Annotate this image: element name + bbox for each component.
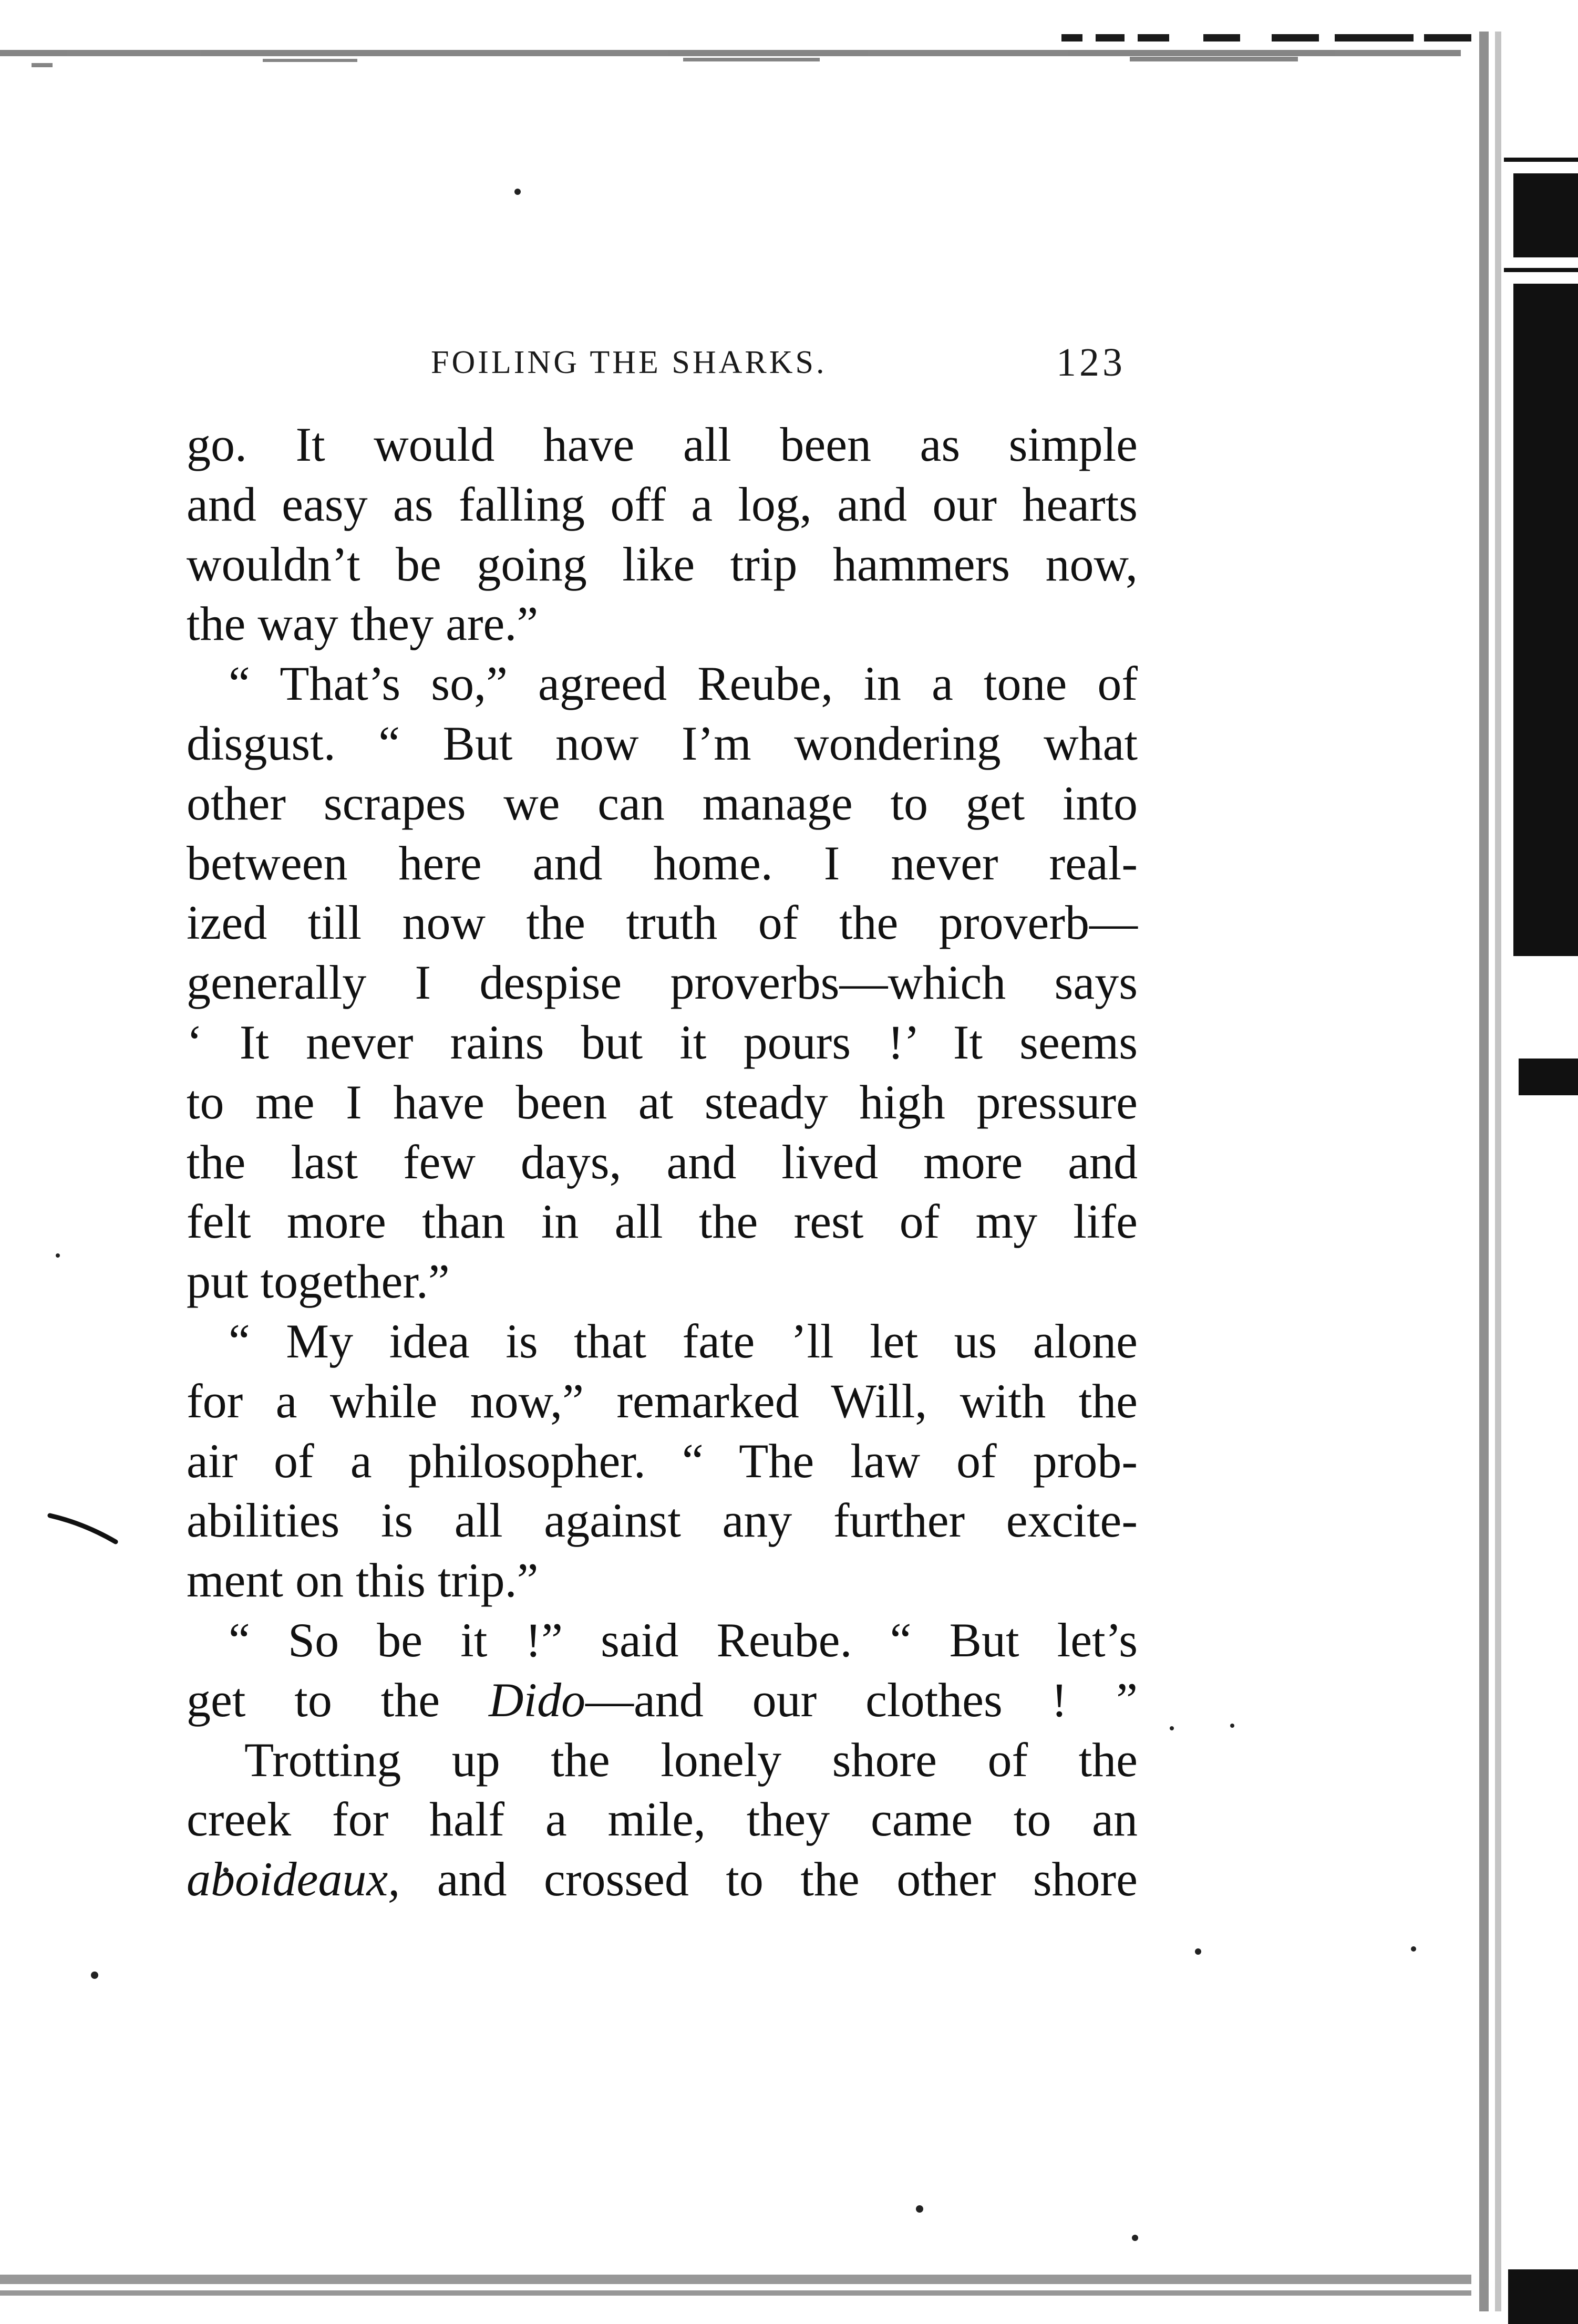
right-edge-binding bbox=[1479, 32, 1578, 2324]
text-line: to me I have been at steady high pressure bbox=[187, 1075, 1138, 1129]
italic-term: aboideaux, bbox=[187, 1852, 400, 1906]
running-title: FOILING THE SHARKS. bbox=[431, 345, 827, 380]
text-line: creek for half a mile, they came to an bbox=[187, 1792, 1138, 1846]
bottom-edge-noise bbox=[0, 2275, 1471, 2296]
italic-ship-name: Dido bbox=[488, 1673, 585, 1727]
text-span: get to the bbox=[187, 1673, 489, 1727]
text-line: “ That’s so,” agreed Reube, in a tone of bbox=[229, 657, 1138, 711]
text-line: ‘ It never rains but it pours !’ It seems bbox=[187, 1015, 1138, 1069]
text-line bbox=[187, 1850, 1138, 1910]
text-line: abilities is all against any further excite- bbox=[187, 1493, 1138, 1548]
text-line: Trotting up the lonely shore of the bbox=[244, 1732, 1138, 1787]
text-line: disgust. “ But now I’m wondering what bbox=[187, 716, 1138, 770]
text-line: the last few days, and lived more and bbox=[187, 1135, 1138, 1189]
body-text bbox=[187, 415, 1138, 1910]
text-line: felt more than in all the rest of my life bbox=[187, 1195, 1138, 1249]
text-line: other scrapes we can manage to get into bbox=[187, 776, 1138, 830]
text-line: and easy as falling off a log, and our hearts bbox=[187, 477, 1138, 531]
top-right-dashes bbox=[1061, 34, 1471, 42]
text-line: ized till now the truth of the proverb— bbox=[187, 896, 1138, 950]
text-line: air of a philosopher. “ The law of prob- bbox=[187, 1434, 1138, 1488]
text-line: for a while now,” remarked Will, with the bbox=[187, 1374, 1138, 1428]
text-span: and crossed to the other shore bbox=[400, 1852, 1138, 1906]
text-line: the way they are.” bbox=[187, 597, 539, 651]
page-number: 123 bbox=[1056, 340, 1126, 385]
text-line: between here and home. I never real- bbox=[187, 836, 1138, 890]
text-line bbox=[187, 1671, 1138, 1730]
text-line: wouldn’t be going like trip hammers now, bbox=[187, 537, 1138, 591]
text-line: put together.” bbox=[187, 1254, 450, 1309]
text-line: go. It would have all been as simple bbox=[187, 418, 1138, 471]
text-line: generally I despise proverbs—which says bbox=[187, 956, 1138, 1010]
text-line: “ So be it !” said Reube. “ But let’s bbox=[229, 1613, 1138, 1667]
text-line: ment on this trip.” bbox=[187, 1553, 539, 1607]
text-span: —and our clothes ! ” bbox=[585, 1673, 1138, 1727]
top-edge-noise bbox=[0, 50, 1461, 67]
text-line: “ My idea is that fate ’ll let us alone bbox=[229, 1314, 1138, 1368]
